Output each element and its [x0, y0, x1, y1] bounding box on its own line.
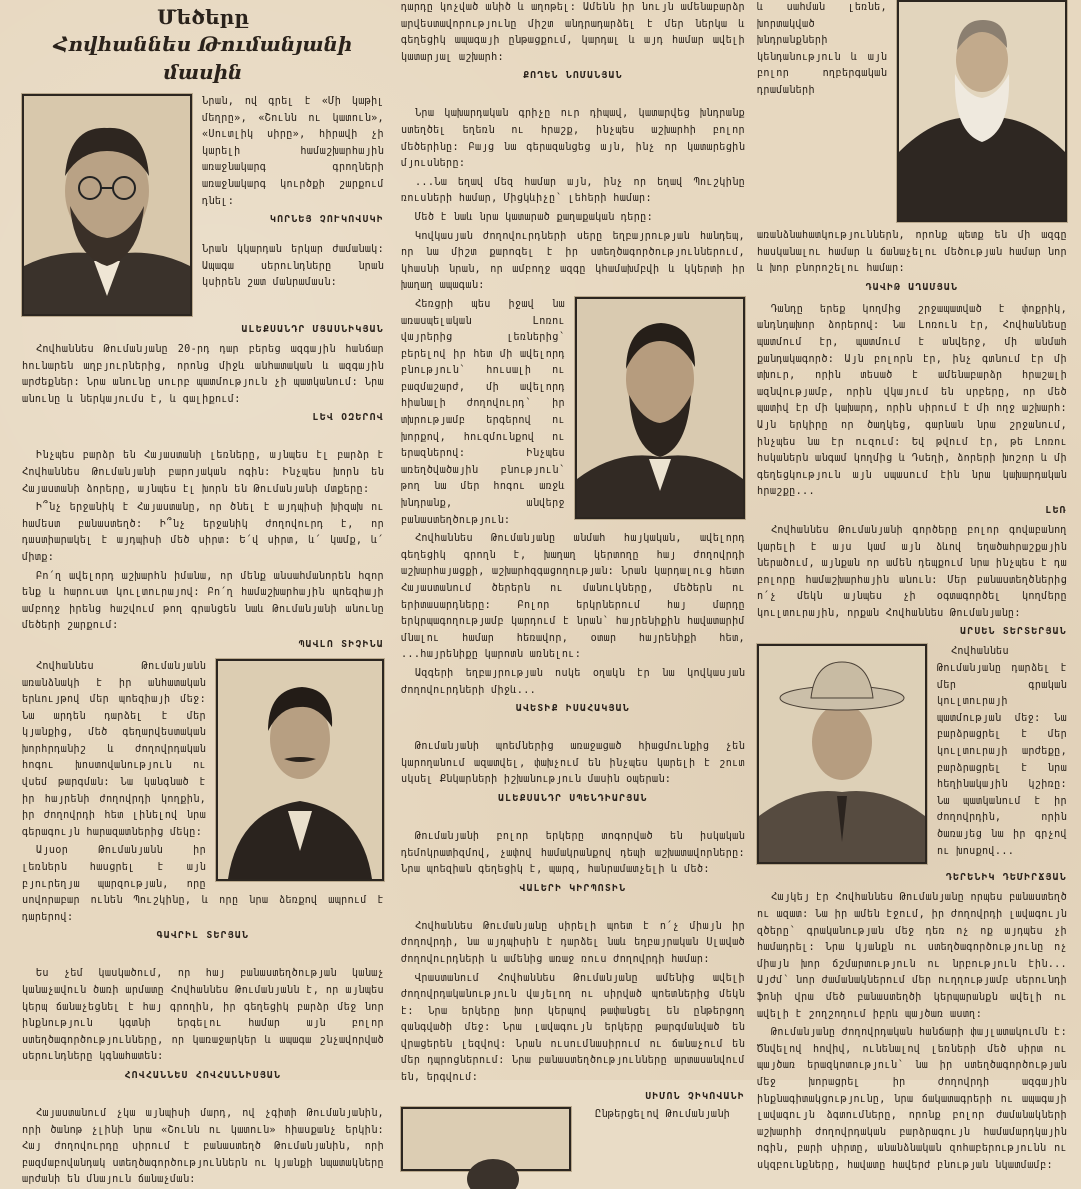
- quote-5-author: ԳԱՎՐԻԼ ՏԵՐՅԱՆ: [156, 930, 250, 942]
- quote-4-para-2: Ի՞նչ երջանիկ է Հայաստանը, որ ծնել է այդպիսի խիզախ ու համեստ բանաստեղծ: Ի՞նչ երջանիկ ժողովուրդ է, որ դաստիարակել է այդպիսի մեծ սիրտ: Ե՛վ սիրտ, և՛ կամք, և՛ միտք:: [22, 502, 384, 563]
- portrait-photo-4: [401, 1107, 571, 1171]
- col2-para-11-author: ՍԻՄՈՆ ՉԻԿՈՎԱՆԻ: [645, 1090, 745, 1102]
- portrait-man-bearded: [577, 299, 743, 517]
- col2-para-4: Կովկասյան ժողովուրդների սերը եղբայրության հանդեպ, որ նա միշտ քարոզել է իր ստեղծագործություններում, կհասնի նրան, որ ամբողջ ազգը կհամախմբվի և կկերտի իր խաղաղ ապագան:: [401, 230, 745, 292]
- page-subtitle: Հովհաննես Թումանյանի մասին: [53, 32, 353, 84]
- portrait-photo-2: [216, 659, 384, 881]
- col3-top-author: ԴԱՎԻԹ ԱՂԱՄՅԱՆ: [865, 281, 959, 293]
- col3-para-2-author: ԱՐՍԵՆ ՏԵՐՏԵՐՅԱՆ: [960, 626, 1067, 638]
- quote-1-text: Նրան, ով գրել է «Մի կաթիլ մեղրը», «Շունն ու կատուն», «Սուտլիկ սիրը», հիրավի չի կարելի համաշխարհային առաջնակարգ գրողների առաջնակարգ կուրծքի շարքում դնել:: [202, 96, 384, 207]
- quote-7-text: Հայաստանում չկա այնպիսի մարդ, ով չգիտի Թումանյանին, որի ծանոթ չլինի նրա «Շունն ու կատուն» հիասքանչ երկին: Հայ ժողովուրդը սիրում է բանաստեղծ Թումանյանին, որի բազմաբովանդակ ստեղծագործություններն ու կյանքի նպատակները արժանի են մնայուն ճանաչման:: [22, 1107, 384, 1186]
- portrait-partial: [403, 1109, 569, 1169]
- quote-2-author: ԱԼԵՔՍԱՆԴՐ ՄՅԱՍՆԻԿՅԱՆ: [241, 324, 384, 335]
- col3-para-5: Թումանյանը ժողովրդական հանճարի փայլատակումն է: Ծնվելով հովիվ, ունենալով լեռների մեծ սիրտ ու պայծառ երազկոտություն՝ նա իր ստեղծագործության մեջ խորացրել իր ժողովրդի ազգային ինքնագիտակցությունը, նրա ճակատագրերի ու ապագայի լավագույն ձգտումները, որոնք բոլոր ժամանակների աշխարհի ժողովրդական բարձրագույն համամարդկային ոգին, բարի սիրտը, անանձնական զոհաբերությունն ու սկզբունքները, հավատը հավերժ բնության նկատմամբ:: [757, 1027, 1067, 1171]
- portrait-photo-6: [757, 644, 927, 864]
- quote-3-author: ԼԵՎ ՕԶԵՐՈՎ: [312, 412, 384, 424]
- col2-para-3: Մեծ է նաև նրա կատարած քաղաքական դերը:: [415, 211, 654, 223]
- col2-para-1: Նրա կախարդական գրիչը ուր դիպավ, կատարվեց խնդրանք ստեղծել եղեռն ու հրաշք, ինչպես աշխարհի բոլոր մեծերինը: Բայց նա գերազանցեց այն, ինչ որ կատարեցին մյուսները:: [401, 108, 745, 170]
- quote-2-text: Նրան կկարդան երկար ժամանակ: Ապագա սերունդները նրան կսիրեն շատ մանրամասն:: [202, 244, 384, 289]
- col2-top-author: ՔՈՂԵՆ ՆՈՄԱՆՅԱՆ: [523, 70, 623, 82]
- col2-para-7: Ազգերի եղբայրության ոսկե օղակն էր նա կովկասյան ժողովուրդների միջև...: [401, 667, 745, 696]
- column-2: [401, 0, 745, 1120]
- column-1: [22, 0, 384, 1186]
- portrait-photo-3: [575, 297, 745, 519]
- quote-5-para-2: Այսօր Թումանյանն իր լեռներն հասցրել է այն բյուրեղյա պարզության, որը սովորաբար ունեն Պուշկինը, և որը նրա ձեռքով ապրում է դարերով:: [22, 845, 384, 923]
- col3-para-4: Հայկեյ էր Հովհաննես Թումանյանը որպես բանաստեղծ ու ազատ: Նա իր ամեն էջում, իր ժողովրդի լավագույն զծերը՝ գրականության մեջ դեռ ոչ ոք այդպես չի համադրել: Նրա կյանքն ու ստեղծագործությունը ոչ միայն խոր ճշմարտություն ու նրբություն էին... Այժմ՝ նոր ժամանակներում մեր ուղղությամբ սերունդի ֆոնի վրա մեծ բանաստեղծի կերպարանքն ավելի ու ավելի է շողշողում իբրև պայծառ աստղ:: [757, 892, 1067, 1020]
- col2-para-8-author: ԱԼԵՔՍԱՆԴՐ ՍՊԵՆԴԻԱՐՅԱՆ: [498, 792, 648, 804]
- col2-para-6: Հովհաննես Թումանյանը անմահ հայկական, ավելորդ գեղեցիկ գրողն է, խաղաղ կերտողը հայ ժողովրդի աշխարհայացքի, աշխարհզգացողության: Նրան կարդալուց հետո Հայաստանում ծերերն ու մանուկները, մեծերն ու երիտասարդները: Բոլոր երկրներում հայ մարդը երկրպագողությամբ կարդում է նրան՝ հայրենիքին հավատարիմ մնալու համար հեռավոր, օտար հայրենիքի հետ, ...հայրենիքը կարոտն առնելու:: [401, 533, 745, 661]
- col2-top-text: դարդը կոչված անիծ և աղոթել: Ամենն իր նույն ամենաբարձր արվեստավորությունը միշտ անդրադարձել է մեր ներկա և գեղեցիկ ապագայի ընթացքում, կարդալ և այդ համար ավելի կատարյալ աշխարհ:: [401, 2, 745, 63]
- column-3: [757, 0, 1067, 1171]
- col2-para-10: Հովհաննես Թումանյանը սիրելի պոետ է ո՛չ միայն իր ժողովրդի, նա այդպիսին է դարձել նաև եղբայրական Սլաված ժողովուրդների և ամենից առաջ ռուս ժողովրդի համար:: [401, 920, 745, 965]
- page-title: Մեծերը: [157, 5, 249, 29]
- quote-6-text: Ես չեմ կասկածում, որ հայ բանաստեղծության կանաչ կանաչավուն ծառի արմատը Հովհաննես Թումանյանն է, որ այնպես կերպ ճանաչեցնել է հայ գրողին, իր գեղեցիկ բարձր մեջ նոր ինքնություն կգտնի երգելու համար այն բոլոր ստեղծագործությունները, որ կառաջարկեր և ապագա շնչավորված սերունդները կգնահատեն:: [22, 968, 384, 1063]
- quote-4-para-3: Բո՛ղ ավելորդ աշխարհն իմանա, որ մենք անսահմանորեն հզոր ենք և հարուստ կուլտուրայով: Բո՛ղ համաշխարհային պոեզիայի ամբողջ իրենց հաշվում թող գրանցեն նաև Թումանյանի անունը մեծերի շարքում:: [22, 570, 384, 632]
- quote-6-author: ՀՈՎՀԱՆՆԵՍ ՀՈՎՀԱՆՆԻՍՅԱՆ: [124, 1069, 282, 1081]
- col2-para-11: Վրաստանում Հովհաննես Թումանյանը ամենից ավելի ժողովրդականություն վայելող ու սիրված պոետներից մեկն է: Նրա երկերը խոր կերպով թափանցել են ընթերցող զանգվածի մեջ: Նրա լավագույն երկերը թարգմանված են վրացերեն լեզվով: Նրան ուսումնասիրում ու ճանաչում են մեր դպրոցներում: Նրա բանաստեղծությունները արտասանվում են, երգվում:: [401, 972, 745, 1084]
- col3-para-2: Հովհաննես Թումանյանի գործերը բոլոր գովաբանող կարելի է այս կամ այն ձևով եղածահրաշքային ներածում, այնքան որ ամեն դեպքում նրա ինչպես է դա բոլորը համաշխարհային անուն: Մեր բանաստեղծներից ո՛չ մեկն այնպես չի օգտագործել կողմերը կուլտուրային, որքան Հովհաննես Թումանյանը:: [757, 524, 1067, 619]
- quote-4-author: ՊԱՎԼՈ ՏԻՉԻՆԱ: [298, 638, 384, 650]
- col3-top-text: և սահման լեռնե, խորտակված խնդրանքների կենդանություն և այն բոլոր ողբերգական դրամաների առանձնահատկություններն, որոնք պետք են մի ազգը հասկանալու համար և ճանաչելու մեծության համար նոր և խոր բնորոշելու համար:: [757, 2, 1067, 275]
- portrait-photo-1: [22, 94, 192, 316]
- col2-para-8: Թումանյանի պոեմներից առաջացած հիացմունքից չեն կարողանում ազատվել, փախչում են ինչպես կարելի է շուտ սկսել Քնկարների իշխանություն մասին օպերան:: [401, 741, 745, 786]
- portrait-photo-5: [897, 0, 1067, 222]
- quote-3-text: Հովհաննես Թումանյանը 20-րդ դար բերեց ազգային հանճար հունարեն աղբյուրներից, որոնց միջև անհատական և ազգային արժեքներ: Նրա անունը սուրբ պատմություն չի պատկանում: Նրա անունը և ներկայումս է, և գալիքում:: [22, 344, 384, 405]
- col2-para-2: ...Նա եղավ մեզ համար այն, ինչ որ եղավ Պուշկինը ռուսների համար, Միցկևիչը՝ լեհերի համար:: [401, 176, 745, 205]
- quote-4-para-1: Ինչպես բարձր են Հայաստանի լեռները, այնպես էլ բարձր է Հովհաննես Թումանյանի բարոյական ոգին: Ինչպես խորն են Հայաստանի ձորերը, այնպես էլ խորն են Թումանյանի մտքերը:: [22, 450, 384, 495]
- col3-para-3: Հովհաննես Թումանյանը դարձել է մեր գրական կուլտուրայի պատմության մեջ: Նա բարձրացրել է մեր կուլտուրայի արժեքը, բարձրացրել է նրա հեղինակային կշիռը: Նա պատկանում է իր ժողովրդին, որին ծառայեց նա իր գրչով ու խոսքով...: [937, 646, 1067, 857]
- quote-5-text: Հովհաննես Թումանյանն առանձնակի է իր անհատական երևույթով մեր պոեզիայի մեջ: Նա արդեն դարձել է մեր կյանքից, մեծ գեղարվեստական խորհրդանիշ և ժողովրդական հոգու խոստովանություն ու վսեմ թարգման: Նա կանգնած է իր հայրենի ժողովրդի կողքին, իր ժողովրդի հետ լինելով նրա գերագույն հարազատներից մեկը:: [22, 660, 206, 838]
- portrait-old-man-white-beard: [899, 2, 1065, 220]
- quote-1-author: ԿՈՐՆԵՅ ՉՈՒԿՈՎՍԿԻ: [270, 214, 384, 226]
- col2-para-7-author: ԱՎԵՏԻՔ ԻՍԱՀԱԿՅԱՆ: [516, 703, 630, 715]
- col2-para-5: Հեռցրի պես իջավ նա առասպելական Լոռու վայրերից լեռներից՝ բերելով իր հետ մի ավելորդ բնություն՝ հուսալի ու բազմաշարժ, մի ավելորդ հիանալի ժողովուրդ՝ իր տխրությամբ երգերով ու խորքով, հուզմունքով ու երազներով: Ինչպես առեղծվածային բնություն՝ թող նա մեր հոգու առջև խնդրանք, անվերջ բանաստեղծություն:: [401, 298, 565, 526]
- portrait-man-glasses-beard: [24, 96, 190, 314]
- col3-para-1-author: ԼԵՌ: [1045, 504, 1067, 516]
- col3-para-3-author: ԴԵՐԵՆԻԿ ԴԵՄԻՐՃՅԱՆ: [945, 872, 1067, 884]
- col2-para-9: Թումանյանի բոլոր երկերը տոգորված են իսկական դեմոկրատիզմով, չափով համակրանքով դեպի աշխատավորները: Նրա պոեզիան գեղեցիկ է, պարզ, հանրամատչելի և մեծ:: [401, 830, 745, 876]
- col3-para-1: Դանդը երեք կողմից շրջապատված է փոքրիկ, անդնդախոր ձորերով: Նա Լոռուն էր, Հովհաննեսը պատմում էր, պատմում է անվերջ, մի անմահ քանդակագործ: Այն բոլորն էր, ինչ գտնում էր մի տխուր, որին տեսած է ամենաբարձր հրաշալի ազնվությամբ, որին վկայում են սրբերը, որ մեծ պատիվ էր մի կախարդ, որին սիրում է մի ողջ աշխարհ: Այն երկիրը որ ծաղկեց, գարնան նրա շրջանում, ինչպես նա էր ուզում: Եվ թվում էր, թե Լոռու հսկաներն անգամ կողմից և Դսեղի, ձորերի խոշոր և մի գեղեցկություն այն սպասում էին նրա կախարդական հրաշքը...: [757, 303, 1067, 498]
- portrait-man-hat: [759, 646, 925, 862]
- col2-para-9-author: ՎԱԼԵՐԻ ԿԻՐՊՈՏԻՆ: [519, 882, 627, 894]
- portrait-man-mustache: [218, 661, 382, 879]
- col2-para-12: Ընթերցելով Թումանյանի: [595, 1108, 731, 1120]
